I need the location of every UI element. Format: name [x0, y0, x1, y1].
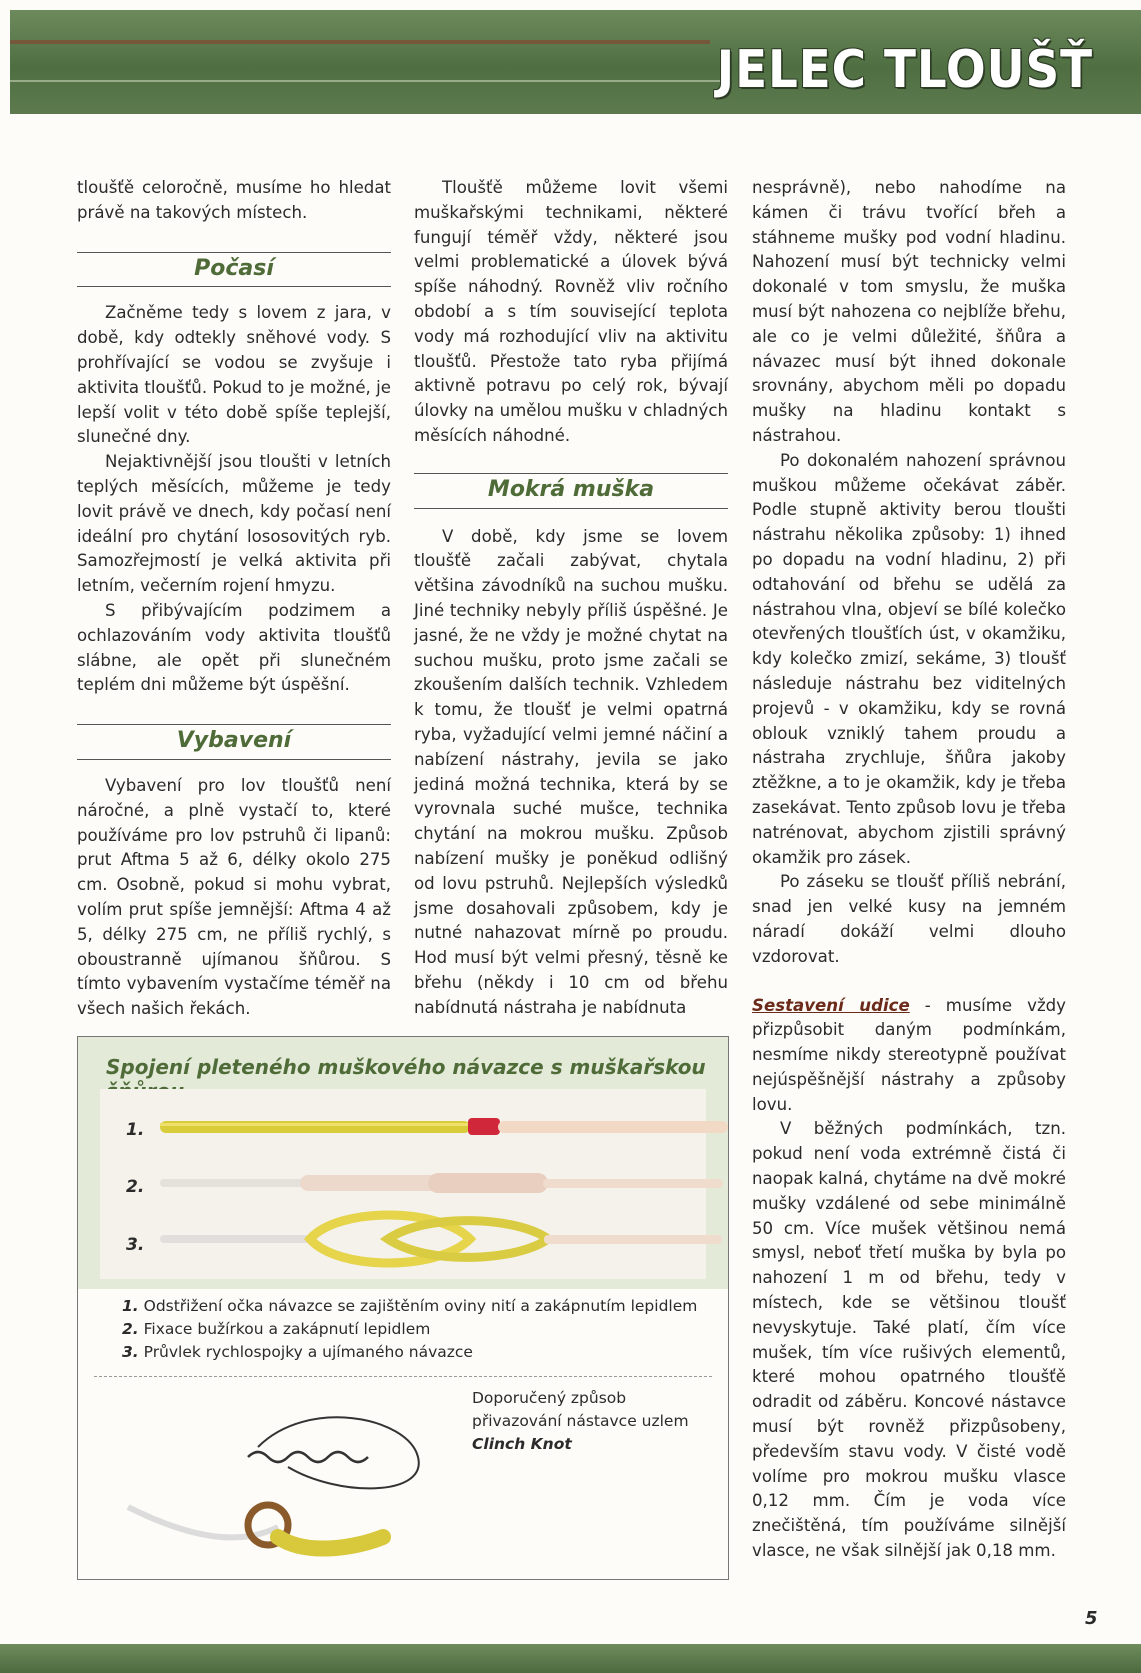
page-number: 5: [1085, 1608, 1098, 1629]
section-heading-mokra-muska: Mokrá muška: [414, 473, 728, 509]
paragraph-sestaveni-udice: [752, 994, 1066, 1118]
paragraph: Po záseku se tloušť příliš nebrání, snad jen velké kusy na jemném náradí dokáží velmi dlouho vzdorovat.: [752, 872, 1066, 966]
caption-2: [122, 1318, 697, 1341]
paragraph: Po dokonalém nahození správnou muškou můžeme očekávat záběr. Podle stupně aktivity berou tloušti nástrahu několika způsoby: 1) ihned po dopadu na vodní hladinu, 2) při odtahování od břehu se udělá za nástrahou vlna, objeví se bílé kolečko otevřených tloušťích úst, v okamžiku, kdy kolečko zmizí, sekáme, 3) tloušť následuje nástrahu bez viditelných projevů - v okamžiku, kdy se rovná oblouk vzniklý tahem proudu a nástraha zrychluje, šňůra jakoby ztěžkne, a to je okamžik, kdy je třeba zasekávat. Tento způsob lovu je třeba natrénovat, abychom zjistili správný okamžik pro zásek.: [752, 450, 1066, 867]
clinch-knot-name: Clinch Knot: [472, 1435, 572, 1453]
caption-text: Odstřižení očka návazce se zajištěním oviny nití a zakápnutím lepidlem: [138, 1297, 698, 1315]
paragraph-rest: - musíme vždy přizpůsobit daným podmínkám, nesmíme nikdy stereotypně používat nejúspěšnější nástrahy a způsoby lovu.: [752, 995, 1067, 1114]
figure-number-3: 3.: [126, 1235, 145, 1255]
header-stripe-light: [10, 80, 720, 82]
figure-number-1: 1.: [126, 1120, 145, 1140]
paragraph: Nejaktivnější jsou tloušti v letních teplých měsících, můžeme je tedy lovit právě ve dnech, kdy počasí není ideální pro chytání lososovitých ryb. Samozřejmostí je velká aktivita při letním, večerním rojení hmyzu.: [77, 452, 391, 596]
figure-title: Spojení pleteného muškového návazce s muškařskou: [106, 1055, 706, 1079]
caption-number: 3.: [122, 1343, 139, 1361]
paragraph: V době, kdy jsme se lovem tloušťě začali zabývat, chytala většina závodníků na suchou mušku. Jiné techniky nebyly příliš úspěšné. Je jasné, že ne vždy je možné chytat na suchou mušku, proto jsme začali se zkoušením dalších technik. Vzhledem k tomu, že tloušť je velmi opatrná ryba, vyžadující velmi jemné náčiní a nabízení nástrahy, jevila se jako jediná možná technika, která by se vyrovnala suché mušce, technika chytání na mokrou mušku. Způsob nabízení mušky je poněkud odlišný od lovu pstruhů. Nejlepších výsledků jsme dosahovali způsobem, kdy je nutné nahazovat mírně po proudu. Hod musí být velmi přesný, těsně ke břehu (někdy i 10 cm od břehu nabídnutá nástraha je nabídnuta: [414, 526, 728, 1017]
figure-number-2: 2.: [126, 1177, 145, 1197]
clinch-knot-illustration: [108, 1387, 438, 1567]
column-1: [77, 176, 391, 1022]
footer-bar: [0, 1644, 1141, 1673]
clinch-text: Doporučený způsob přivazování nástavce uzlem: [472, 1389, 689, 1430]
section-heading-vybaveni: Vybavení: [77, 724, 391, 760]
column-3: [752, 176, 1066, 1564]
leader-connection-illustrations: [78, 1037, 728, 1289]
divider: [94, 1376, 712, 1377]
paragraph: V běžných podmínkách, tzn. pokud není voda extrémně čistá či naopak kalná, chytáme na dvě mokré mušky vzdálené od sebe minimálně 50 cm. Více mušek většinou nemá smysl, neboť třetí muška by byla po nahození 1 m od břehu, tedy v místech, kde se většinou tloušť nevyskytuje. Také platí, čím více mušek, tím více rušivých elementů, které mohou opatrného tloušťě odradit od záběru. Koncové nástavce musí být rovněž přizpůsobeny, především stavu vody. V čisté vodě volíme pro mokrou mušku vlasce 0,12 mm. Čím je voda více znečištěná, tím používáme silnější vlasce, ne však silnější jak 0,18 mm.: [752, 1119, 1066, 1561]
caption-3: [122, 1341, 697, 1364]
lead-in: Sestavení udice: [752, 995, 910, 1015]
header-stripe: [10, 40, 710, 44]
figure-captions: [122, 1295, 697, 1364]
caption-text: Fixace bužírkou a zakápnutí lepidlem: [138, 1320, 431, 1338]
section-heading-pocasi: Počasí: [77, 252, 391, 288]
paragraph: Tloušťě můžeme lovit všemi muškařskými technikami, některé fungují téměř vždy, některé jsou velmi problematické a úlovek bývá spíše náhodný. Rovněž vliv ročního období a s tím související teplota vody má rozhodující vliv na aktivitu tloušťů. Přestože tato ryba přijímá aktivně potravu po celý rok, bývají úlovky na umělou mušku v chladných měsících náhodné.: [414, 178, 728, 445]
paragraph: S přibývajícím podzimem a ochlazováním vody aktivita tloušťů slábne, ale opět při slunečném teplém dni můžeme být úspěšní.: [77, 600, 391, 695]
caption-number: 2.: [122, 1320, 139, 1338]
figure-panel: [77, 1036, 729, 1580]
paragraph: nesprávně), nebo nahodíme na kámen či trávu tvořící břeh a stáhneme mušky pod vodní hladinu. Nahození musí být technicky velmi dokonalé v tom smyslu, že muška musí být nahozena co nejblíže břehu, ale co je velmi důležité, šňůra a návazec musí být ihned dokonale srovnány, abychom měli po dopadu mušky na hladinu kontakt s nástrahou.: [752, 178, 1066, 445]
paragraph: tloušťě celoročně, musíme ho hledat právě na takových místech.: [77, 178, 391, 222]
paragraph: Vybavení pro lov tloušťů není náročné, a plně vystačí to, které používáme pro lov pstruhů či lipanů: prut Aftma 5 až 6, délky okolo 275 cm. Osobně, pokud si mohu vybrat, volím prut spíše jemnější: Aftma 4 až 5, délky 275 cm, ne příliš rychlý, s oboustranně ujímanou šňůrou. S tímto vybavením vystačíme téměř na všech našich řekách.: [77, 775, 391, 1019]
column-2: [414, 176, 728, 1021]
page-title: JELEC TLOUŠŤ: [716, 40, 1093, 100]
clinch-knot-caption: [472, 1387, 702, 1456]
caption-1: [122, 1295, 697, 1318]
caption-number: 1.: [122, 1297, 139, 1315]
paragraph: Začněme tedy s lovem z jara, v době, kdy odtekly sněhové vody. S prohřívající se vodou se zvyšuje i aktivita tloušťů. Pokud to je možné, je lepší volit v této době spíše teplejší, slunečné dny.: [77, 303, 391, 447]
page-header: [10, 10, 1141, 114]
caption-text: Průvlek rychlospojky a ujímaného návazce: [138, 1343, 473, 1361]
